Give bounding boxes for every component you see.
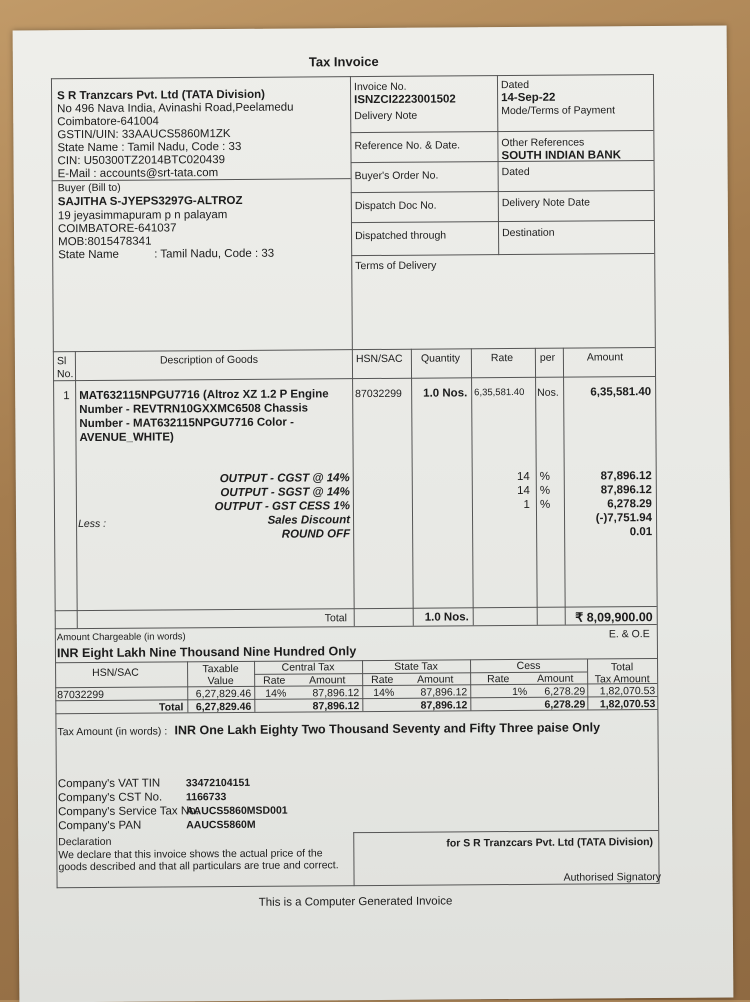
- tax-h-rate: Rate: [263, 674, 286, 687]
- tax-per: %: [539, 470, 551, 483]
- tax-h-taxable1: Taxable: [202, 662, 239, 676]
- buyer-state-label: State Name: [58, 248, 119, 262]
- tax-row-c-rate: 14%: [265, 687, 287, 700]
- seller-cin: CIN: U50300TZ2014BTC020439: [57, 154, 226, 168]
- footer-note: This is a Computer Generated Invoice: [258, 895, 453, 909]
- frame-left: [51, 78, 58, 888]
- item-desc-line: Number - MAT632115NPGU7716 Color -: [79, 416, 294, 431]
- total-qty: 1.0 Nos.: [424, 611, 469, 624]
- tax-h-state: State Tax: [394, 660, 438, 673]
- header-divider: [350, 76, 353, 349]
- signatory-top-line: [353, 830, 658, 833]
- tax-h-total2: Tax Amount: [594, 673, 650, 686]
- buyer-state-value: : Tamil Nadu, Code : 33: [154, 247, 275, 261]
- tax-per: %: [539, 498, 551, 511]
- tax-total-taxable: 6,27,829.46: [195, 700, 252, 714]
- invoice-no: ISNZCI2223001502: [354, 93, 456, 107]
- tax-amount: 6,278.29: [607, 498, 652, 511]
- tax-label: Sales Discount: [267, 514, 351, 527]
- reference-no-label: Reference No. & Date.: [354, 139, 461, 153]
- tax-row-cess-amt: 6,278.29: [544, 685, 586, 698]
- dated2-label: Dated: [501, 165, 530, 179]
- item-amount: 6,35,581.40: [590, 386, 652, 399]
- buyer-address1: 19 jeyasimmapuram p n palayam: [57, 209, 228, 223]
- eoe-label: E. & O.E: [608, 628, 650, 641]
- tax-row-taxable: 6,27,829.46: [195, 687, 252, 701]
- company-id-value: AAUCS5860M: [186, 818, 256, 832]
- seller-address1: No 496 Nava India, Avinashi Road,Peelamedu: [57, 101, 294, 116]
- destination-label: Destination: [502, 226, 555, 240]
- tax-row-s-amt: 87,896.12: [420, 686, 468, 699]
- tax-row-s-rate: 14%: [373, 686, 395, 700]
- item-sl: 1: [63, 390, 70, 403]
- col-line: [411, 349, 414, 626]
- col-no: No.: [56, 368, 74, 381]
- col-per: per: [539, 351, 556, 364]
- mode-terms-label: Mode/Terms of Payment: [501, 104, 616, 118]
- tax-h-hsn: HSN/SAC: [92, 666, 139, 679]
- items-bottom-line: [55, 624, 657, 629]
- other-references-value: SOUTH INDIAN BANK: [501, 149, 622, 163]
- dispatch-doc-label: Dispatch Doc No.: [354, 199, 437, 213]
- company-id-label: Company's VAT TIN: [57, 777, 161, 791]
- company-id-label: Company's PAN: [58, 819, 142, 833]
- declaration-label: Declaration: [58, 835, 112, 849]
- tax-label: OUTPUT - GST CESS 1%: [214, 500, 350, 514]
- words-label: Amount Chargeable (in words): [56, 631, 186, 644]
- signatory-label: Authorised Signatory: [563, 870, 662, 884]
- tax-h-rate: Rate: [487, 673, 510, 686]
- tax-amount: 87,896.12: [600, 470, 652, 483]
- tax-rate: 1: [523, 498, 530, 511]
- tax-label: ROUND OFF: [281, 528, 351, 541]
- col-sl: Sl: [56, 355, 67, 368]
- item-hsn: 87032299: [355, 387, 402, 401]
- seller-gstin: GSTIN/UIN: 33AAUCS5860M1ZK: [57, 127, 231, 142]
- item-desc-line: MAT632115NPGU7716 (Altroz XZ 1.2 P Engine: [79, 388, 329, 403]
- tax-amount: (-)7,751.94: [595, 512, 653, 525]
- meta-row-line: [351, 253, 654, 256]
- less-label: Less :: [78, 517, 107, 531]
- tax-row-hsn: 87032299: [57, 688, 105, 702]
- declaration-line2: goods described and that all particulars are true and correct.: [58, 859, 339, 874]
- item-desc-line: AVENUE_WHITE): [79, 431, 174, 445]
- company-id-value: 33472104151: [185, 776, 251, 790]
- company-id-label: Company's Service Tax No.: [58, 805, 199, 819]
- items-top-line: [53, 347, 655, 352]
- tax-h-amount: Amount: [537, 672, 574, 685]
- tax-total-cess-amt: 6,278.29: [544, 698, 586, 711]
- tax-total-label: Total: [158, 701, 184, 714]
- tax-words-value: INR One Lakh Eighty Two Thousand Seventy and Fifty Three paise Only: [174, 720, 601, 738]
- frame-top: [51, 74, 653, 79]
- seller-email: E-Mail : accounts@srt-tata.com: [57, 167, 219, 181]
- tax-amount: 0.01: [629, 526, 653, 539]
- tax-total-s-amt: 87,896.12: [420, 699, 468, 712]
- buyer-name: SAJITHA S-JYEPS3297G-ALTROZ: [57, 194, 243, 209]
- tax-h-central: Central Tax: [281, 661, 335, 674]
- signatory-for: for S R Tranzcars Pvt. Ltd (TATA Division): [446, 836, 654, 850]
- delivery-note-date-label: Delivery Note Date: [501, 196, 590, 210]
- buyer-mob: MOB:8015478341: [58, 235, 152, 249]
- meta-row-line: [350, 130, 653, 133]
- signatory-left-line: [353, 832, 354, 886]
- meta-row-line: [351, 220, 654, 223]
- col-line: [75, 351, 78, 628]
- col-desc: Description of Goods: [159, 353, 259, 367]
- item-per: Nos.: [537, 386, 559, 399]
- item-rate: 6,35,581.40: [474, 386, 525, 399]
- invoice-paper: [13, 26, 734, 1002]
- item-desc-line: Number - REVTRN10GXXMC6508 Chassis: [79, 402, 309, 417]
- tax-row-c-amt: 87,896.12: [312, 687, 360, 700]
- item-qty: 1.0 Nos.: [423, 387, 468, 400]
- other-references-label: Other References: [501, 136, 585, 150]
- dated-value: 14-Sep-22: [501, 91, 556, 105]
- seller-name: S R Tranzcars Pvt. Ltd (TATA Division): [57, 88, 266, 103]
- tax-total-c-amt: 87,896.12: [312, 700, 360, 713]
- tax-h-rate: Rate: [371, 673, 394, 687]
- total-label: Total: [324, 612, 347, 625]
- dated-label: Dated: [500, 78, 530, 92]
- tax-h-total1: Total: [610, 661, 634, 674]
- tax-h-cess: Cess: [516, 659, 541, 673]
- col-hsn: HSN/SAC: [355, 352, 403, 366]
- tax-per: %: [539, 484, 551, 497]
- tax-h-amount: Amount: [417, 673, 454, 686]
- tax-rate: 14: [516, 470, 530, 483]
- tax-total-total: 1,82,070.53: [599, 698, 656, 711]
- meta-divider: [497, 75, 499, 255]
- company-id-value: AAUCS5860MSD001: [186, 804, 288, 818]
- company-id-value: 1166733: [185, 791, 227, 804]
- amount-in-words: INR Eight Lakh Nine Thousand Nine Hundred Only: [56, 644, 357, 661]
- buyers-order-label: Buyer's Order No.: [354, 169, 439, 183]
- tax-h-taxable2: Value: [207, 674, 234, 688]
- invoice-title: Tax Invoice: [308, 53, 379, 70]
- col-amount: Amount: [586, 351, 624, 364]
- frame-right: [653, 74, 660, 884]
- declaration-line1: We declare that this invoice shows the actual price of the: [58, 847, 323, 862]
- col-qty: Quantity: [420, 352, 461, 365]
- delivery-note-label: Delivery Note: [354, 109, 418, 123]
- meta-row-line: [351, 190, 654, 193]
- items-header-line: [53, 376, 655, 381]
- seller-address2: Coimbatore-641004: [57, 115, 159, 129]
- col-rate: Rate: [490, 352, 514, 365]
- tax-h-amount: Amount: [309, 674, 346, 687]
- tax-row-total: 1,82,070.53: [599, 685, 656, 698]
- company-id-label: Company's CST No.: [57, 791, 163, 805]
- tax-rate: 14: [517, 484, 530, 497]
- dispatched-through-label: Dispatched through: [355, 229, 447, 243]
- tax-label: OUTPUT - CGST @ 14%: [219, 472, 350, 486]
- total-amount: ₹ 8,09,900.00: [575, 610, 653, 625]
- invoice-no-label: Invoice No.: [353, 80, 407, 94]
- tax-label: OUTPUT - SGST @ 14%: [220, 486, 350, 500]
- tax-amount: 87,896.12: [600, 484, 652, 497]
- seller-state: State Name : Tamil Nadu, Code : 33: [57, 140, 242, 155]
- frame-bottom: [57, 883, 659, 888]
- terms-of-delivery-label: Terms of Delivery: [355, 259, 437, 273]
- buyer-label: Buyer (Bill to): [57, 181, 121, 195]
- buyer-address2: COIMBATORE-641037: [57, 222, 177, 236]
- tax-row-cess-rate: 1%: [512, 685, 528, 699]
- tax-words-label: Tax Amount (in words) :: [57, 725, 168, 739]
